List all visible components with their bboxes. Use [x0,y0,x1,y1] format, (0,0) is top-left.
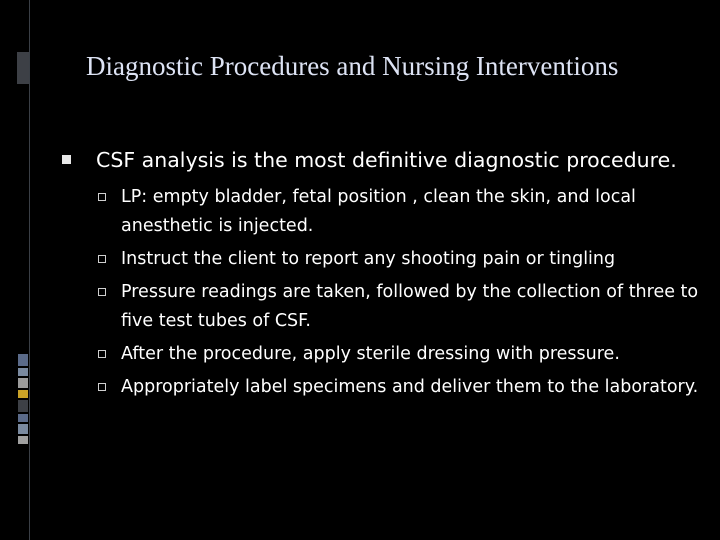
decorative-vertical-line [29,0,30,540]
sub-bullet [60,278,700,336]
hollow-square-bullet-icon [98,383,106,391]
main-bullet [60,144,700,176]
color-block [18,436,28,444]
hollow-square-bullet-icon [98,350,106,358]
sub-bullet-text: LP: empty bladder, fetal position , clean the skin, and local anesthetic is injected. [121,187,636,236]
slide-title: Diagnostic Procedures and Nursing Interventions [86,51,619,81]
square-bullet-icon [62,155,71,164]
sub-bullet [60,183,700,241]
color-block [18,378,28,388]
hollow-square-bullet-icon [98,255,106,263]
sub-bullet [60,340,700,369]
color-block [18,400,28,412]
sub-bullet [60,245,700,274]
color-block [18,354,28,366]
sub-bullet-text: Instruct the client to report any shooting pain or tingling [121,249,616,269]
sub-bullet [60,373,700,402]
sub-bullet-text: After the procedure, apply sterile dressing with pressure. [121,344,620,364]
sub-bullet-list [60,183,700,402]
color-block [18,368,28,376]
decorative-color-blocks [18,354,28,446]
sub-bullet-text: Appropriately label specimens and deliver them to the laboratory. [121,377,699,397]
title-accent-bar [17,52,29,84]
color-block [18,414,28,422]
sub-bullet-text: Pressure readings are taken, followed by the collection of three to five test tubes of CSF. [121,282,699,331]
color-block [18,424,28,434]
slide-body [60,144,700,402]
main-bullet-text: CSF analysis is the most definitive diagnostic procedure. [96,148,677,172]
color-block [18,390,28,398]
hollow-square-bullet-icon [98,288,106,296]
hollow-square-bullet-icon [98,193,106,201]
